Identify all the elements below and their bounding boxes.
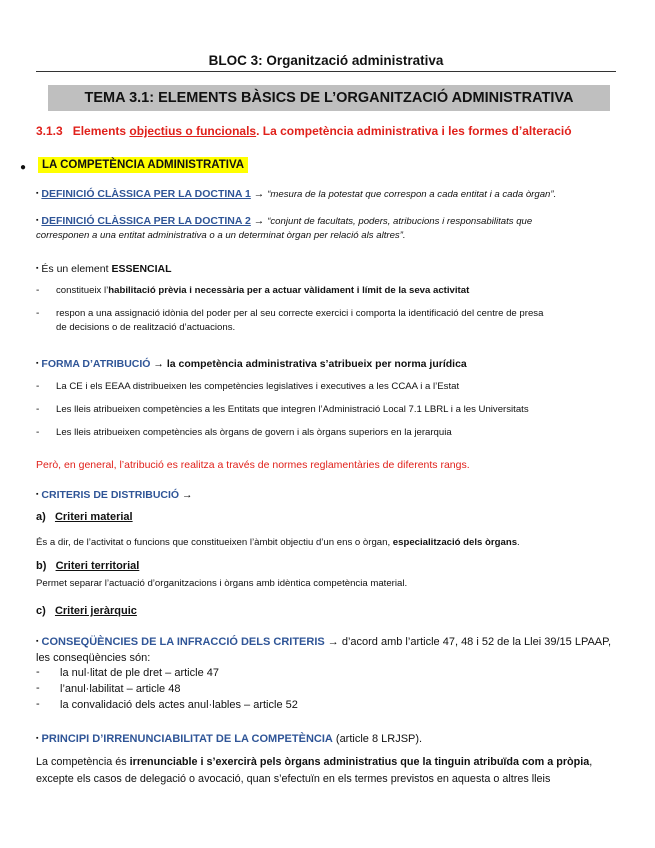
principi-heading (36, 731, 616, 747)
dash-marker: - (36, 381, 40, 392)
dash-marker: - (36, 682, 40, 694)
principi-paragraph-1 (36, 754, 616, 770)
arrow-icon: → (182, 489, 193, 501)
section-subheading (36, 124, 572, 138)
definition-2 (36, 214, 616, 229)
dash-marker: - (36, 308, 40, 319)
definition-1-text: “mesura de la potestat que correspon a cada entitat i a cada òrgan”. (267, 189, 557, 200)
square-bullet: ▪ (36, 491, 39, 498)
square-bullet: ▪ (36, 360, 39, 367)
essencial-intro-text: És un element (41, 263, 109, 275)
forma-note: Però, en general, l’atribució es realitza a través de normes reglamentàries de diferents rangs. (36, 459, 470, 471)
forma-label: FORMA D’ATRIBUCIÓ (41, 358, 151, 370)
criteri-a-text-pre: És a dir, de l’activitat o funcions que constitueixen l’àmbit objectiu d’un ens o òrgan, (36, 537, 391, 548)
criteri-a (36, 511, 133, 523)
square-bullet: ▪ (36, 638, 39, 645)
forma-text: la competència administrativa s’atribueix per norma jurídica (166, 358, 467, 370)
criteri-b-text: Permet separar l’actuació d’organitzacions i òrgans amb idèntica competència material. (36, 578, 408, 589)
forma-atribucio (36, 357, 616, 371)
criteri-b-letter: b) (36, 560, 47, 572)
principi-p1-post: , (589, 756, 593, 768)
consequencies-item-1: la nul·litat de ple dret – article 47 (60, 667, 219, 679)
criteri-a-title: Criteri material (54, 511, 133, 523)
essencial-item-1-bold: habilitació prèvia i necessària per a actuar vàlidament i límit de la seva activitat (108, 285, 470, 296)
square-bullet: ▪ (36, 265, 39, 272)
subheading-number: 3.1.3 (36, 124, 63, 138)
criteri-a-letter: a) (36, 511, 46, 523)
principi-p1-bold: irrenunciable i s’exercirà pels òrgans administratius que la tinguin atribuïda com a pròpia (129, 756, 590, 768)
subheading-post: . La competència administrativa i les formes d’alteració (256, 124, 572, 138)
forma-item-2: Les lleis atribueixen competències a les Entitats que integren l’Administració Local 7.1 LBRL i a les Universitats (56, 404, 529, 415)
principi-paragraph-2: excepte els casos de delegació o avocació, quan s’efectuïn en els termes previstos en aquesta o altres lleis (36, 773, 551, 785)
criteri-b (36, 560, 139, 572)
criteris-label: CRITERIS DE DISTRIBUCIÓ (41, 489, 180, 501)
essencial-intro (36, 262, 616, 276)
consequencies-heading (36, 634, 616, 650)
principi-ref: (article 8 LRJSP). (335, 733, 423, 745)
essencial-item-1-pre: constitueix l’ (56, 285, 109, 296)
square-bullet: ▪ (36, 217, 39, 224)
consequencies-text: d’acord amb l’article 47, 48 i 52 de la Llei 39/15 LPAAP, (341, 636, 612, 648)
essencial-keyword: ESSENCIAL (111, 263, 172, 275)
essencial-item-2a: respon a una assignació idònia del poder per al seu correcte exercici i comporta la identificació del centre de presa (56, 308, 544, 319)
consequencies-item-3: la convalidació dels actes anul·lables – article 52 (60, 699, 298, 711)
dash-marker: - (36, 427, 40, 438)
subheading-underlined: objectius o funcionals (129, 124, 257, 138)
document-title: BLOC 3: Organització administrativa (208, 53, 444, 68)
consequencies-text-2: les conseqüències són: (36, 652, 151, 664)
definition-2-label: DEFINICIÓ CLÀSSICA PER LA DOCTINA 2 (41, 215, 251, 227)
forma-item-3: Les lleis atribueixen competències als òrgans de govern i als òrgans superiors en la jerarquia (56, 427, 452, 438)
criteri-b-title: Criteri territorial (55, 560, 140, 572)
consequencies-item-2: l’anul·labilitat – article 48 (60, 683, 181, 695)
section-title-highlight: LA COMPETÈNCIA ADMINISTRATIVA (38, 157, 248, 173)
dash-marker: - (36, 285, 40, 296)
section-bullet: ● (20, 162, 27, 173)
tema-title: TEMA 3.1: ELEMENTS BÀSICS DE L’ORGANITZACIÓ ADMINISTRATIVA (48, 85, 610, 111)
dash-marker: - (36, 666, 40, 678)
dash-marker: - (36, 698, 40, 710)
definition-2-text-b: corresponen a una entitat administrativa o a un determinat òrgan per relació als altres”. (36, 230, 406, 241)
criteri-a-text (36, 536, 616, 550)
criteri-c-letter: c) (36, 605, 46, 617)
essencial-item-1 (56, 284, 616, 298)
definition-1 (36, 187, 616, 202)
criteri-a-text-bold: especialització dels òrgans (392, 537, 518, 548)
principi-p1-pre: La competència és (36, 756, 127, 768)
criteri-a-text-post: . (517, 537, 520, 548)
criteri-c-title: Criteri jeràrquic (54, 605, 137, 617)
essencial-item-2b: de decisions o de realització d’actuacions. (56, 322, 236, 333)
arrow-icon: → (327, 636, 339, 648)
arrow-icon: → (253, 188, 265, 200)
definition-1-label: DEFINICIÓ CLÀSSICA PER LA DOCTINA 1 (41, 188, 251, 200)
criteri-c (36, 605, 137, 617)
title-divider (36, 71, 616, 72)
dash-marker: - (36, 404, 40, 415)
square-bullet: ▪ (36, 190, 39, 197)
consequencies-label: CONSEQÜÈNCIES DE LA INFRACCIÓ DELS CRITERIS (41, 636, 325, 648)
principi-label: PRINCIPI D’IRRENUNCIABILITAT DE LA COMPETÈNCIA (41, 733, 333, 745)
arrow-icon: → (253, 215, 265, 227)
criteris-heading (36, 488, 616, 502)
definition-2-text-a: “conjunt de facultats, poders, atribucions i responsabilitats que (267, 216, 533, 227)
square-bullet: ▪ (36, 735, 39, 742)
forma-item-1: La CE i els EEAA distribueixen les competències legislatives i executives a les CCAA i a l’Estat (56, 381, 460, 392)
subheading-pre: Elements (72, 124, 127, 138)
arrow-icon: → (153, 358, 164, 370)
